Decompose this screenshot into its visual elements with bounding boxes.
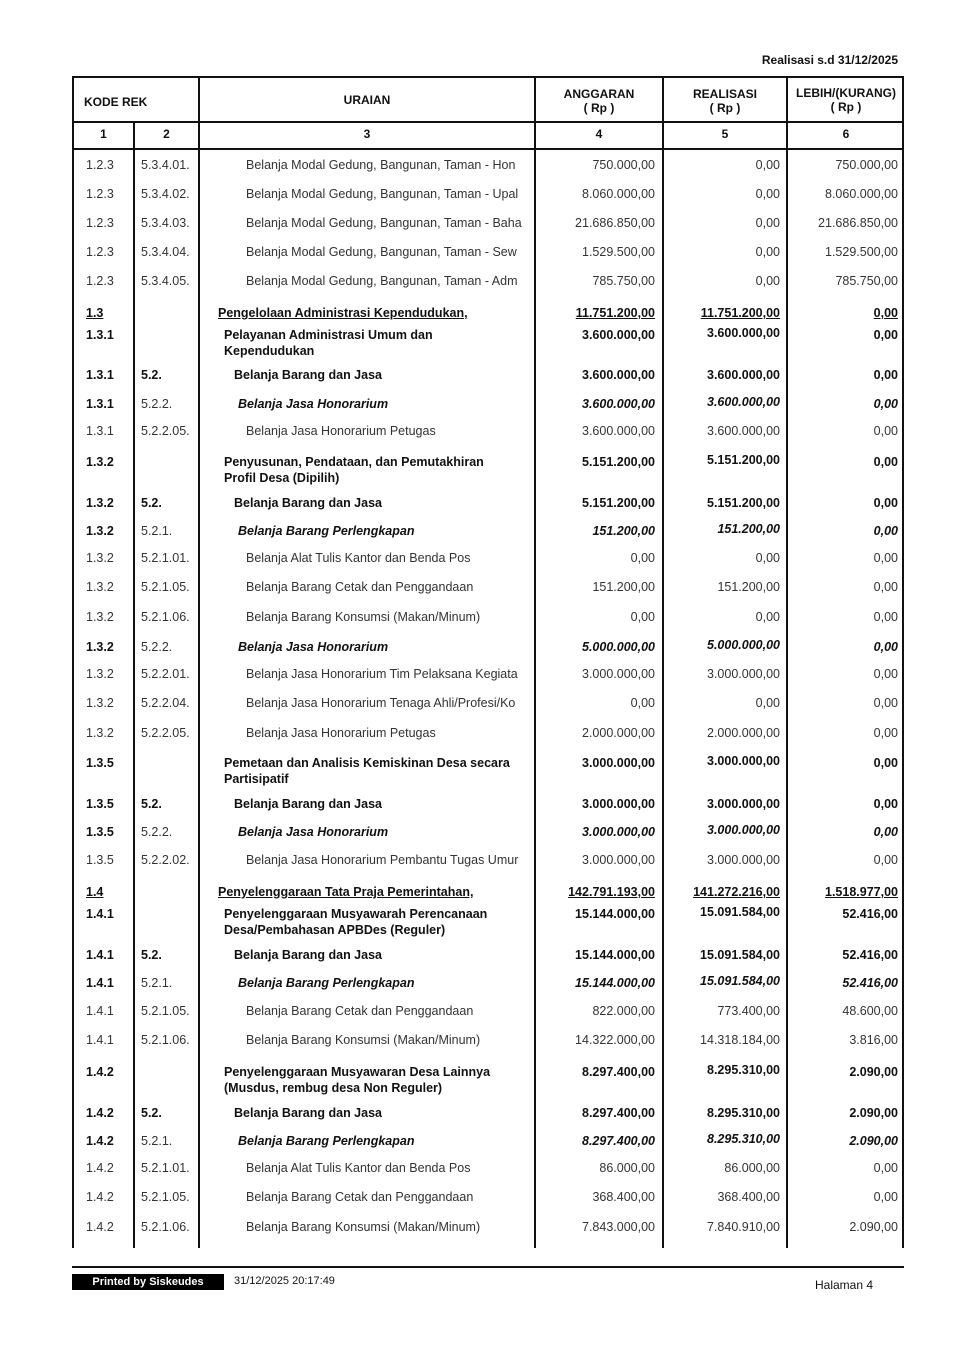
realisasi-cell: 0,00 <box>755 158 780 172</box>
header-lebih-kurang-label: LEBIH/(KURANG) <box>796 86 896 100</box>
kode-rekening-cell: 5.2.1.05. <box>141 580 190 594</box>
lebih-kurang-cell: 0,00 <box>873 580 898 594</box>
lebih-kurang-cell: 0,00 <box>873 756 898 770</box>
lebih-kurang-cell: 2.090,00 <box>849 1106 898 1120</box>
lebih-kurang-cell: 2.090,00 <box>849 1065 898 1079</box>
lebih-kurang-cell: 0,00 <box>873 1161 898 1175</box>
kode-bidang-cell: 1.4.2 <box>86 1190 114 1204</box>
page-number: Halaman 4 <box>815 1278 874 1292</box>
table-header <box>72 76 904 148</box>
realisasi-cell: 15.091.584,00 <box>700 905 780 919</box>
lebih-kurang-cell: 0,00 <box>873 726 898 740</box>
header-anggaran-label: ANGGARAN <box>563 87 635 101</box>
lebih-kurang-cell: 0,00 <box>873 696 898 710</box>
kode-bidang-cell: 1.4.2 <box>86 1161 114 1175</box>
anggaran-cell: 14.322.000,00 <box>575 1033 655 1047</box>
lebih-kurang-cell: 0,00 <box>873 640 898 654</box>
realisasi-cell: 11.751.200,00 <box>700 306 780 320</box>
kode-bidang-cell: 1.3.5 <box>86 825 114 839</box>
anggaran-cell: 3.600.000,00 <box>582 328 655 342</box>
header-lebih-kurang-unit: ( Rp ) <box>830 100 862 114</box>
anggaran-cell: 11.751.200,00 <box>575 306 655 320</box>
uraian-cell: Belanja Barang Perlengkapan <box>238 1134 415 1148</box>
anggaran-cell: 3.600.000,00 <box>582 424 655 438</box>
uraian-cell: Penyusunan, Pendataan, dan Pemutakhiran <box>224 455 484 469</box>
realisasi-cell: 3.600.000,00 <box>707 424 780 438</box>
kode-rekening-cell: 5.2.1. <box>141 524 173 538</box>
uraian-cell: Belanja Modal Gedung, Bangunan, Taman - Upal <box>246 187 519 201</box>
lebih-kurang-cell: 8.060.000,00 <box>825 187 898 201</box>
anggaran-cell: 2.000.000,00 <box>582 726 655 740</box>
kode-rekening-cell: 5.2.1.01. <box>141 1161 190 1175</box>
anggaran-cell: 3.000.000,00 <box>582 667 655 681</box>
realisasi-cell: 3.000.000,00 <box>707 754 780 768</box>
anggaran-cell: 0,00 <box>630 696 655 710</box>
uraian-cell: Belanja Barang Perlengkapan <box>238 976 415 990</box>
anggaran-cell: 8.297.400,00 <box>582 1134 655 1148</box>
uraian-cell: Belanja Modal Gedung, Bangunan, Taman - Adm <box>246 274 518 288</box>
kode-rekening-cell: 5.2.1.05. <box>141 1190 190 1204</box>
anggaran-cell: 15.144.000,00 <box>575 976 655 990</box>
col-number-6: 6 <box>842 127 850 141</box>
uraian-cell: Belanja Jasa Honorarium Tenaga Ahli/Profesi/Ko <box>246 696 516 710</box>
kode-bidang-cell: 1.3.2 <box>86 455 114 469</box>
kode-rekening-cell: 5.2.2.05. <box>141 424 190 438</box>
anggaran-cell: 5.151.200,00 <box>582 455 655 469</box>
uraian-cell: Belanja Barang dan Jasa <box>234 368 382 382</box>
col-divider <box>786 150 788 1248</box>
lebih-kurang-cell: 52.416,00 <box>842 907 898 921</box>
uraian-cell-line2: Desa/Pembahasan APBDes (Reguler) <box>224 923 446 937</box>
kode-bidang-cell: 1.3.5 <box>86 797 114 811</box>
uraian-cell: Belanja Jasa Honorarium <box>238 825 389 839</box>
col-divider <box>662 150 664 1248</box>
uraian-cell: Belanja Modal Gedung, Bangunan, Taman - Baha <box>246 216 522 230</box>
realisasi-cell: 773.400,00 <box>717 1004 780 1018</box>
kode-bidang-cell: 1.4.1 <box>86 948 114 962</box>
kode-rekening-cell: 5.3.4.02. <box>141 187 190 201</box>
kode-bidang-cell: 1.4.1 <box>86 1033 114 1047</box>
realisasi-cell: 8.295.310,00 <box>707 1132 780 1146</box>
header-realisasi-label: REALISASI <box>692 87 757 101</box>
header-realisasi-unit: ( Rp ) <box>709 101 741 115</box>
realisasi-cell: 3.600.000,00 <box>707 326 780 340</box>
realisasi-cell: 15.091.584,00 <box>700 974 780 988</box>
kode-bidang-cell: 1.4.2 <box>86 1065 114 1079</box>
realisasi-cell: 0,00 <box>755 696 780 710</box>
kode-bidang-cell: 1.3.2 <box>86 524 114 538</box>
anggaran-cell: 0,00 <box>630 610 655 624</box>
anggaran-cell: 142.791.193,00 <box>568 885 655 899</box>
anggaran-cell: 3.600.000,00 <box>582 397 655 411</box>
uraian-cell: Belanja Barang dan Jasa <box>234 948 382 962</box>
lebih-kurang-cell: 0,00 <box>873 306 898 320</box>
kode-rekening-cell: 5.2.1. <box>141 1134 173 1148</box>
realisasi-cell: 3.000.000,00 <box>707 853 780 867</box>
anggaran-cell: 151.200,00 <box>592 580 655 594</box>
uraian-cell: Belanja Alat Tulis Kantor dan Benda Pos <box>246 1161 471 1175</box>
lebih-kurang-cell: 21.686.850,00 <box>818 216 898 230</box>
lebih-kurang-cell: 0,00 <box>873 853 898 867</box>
kode-bidang-cell: 1.4 <box>86 885 104 899</box>
col-number-4: 4 <box>595 127 603 141</box>
uraian-cell-line2: Profil Desa (Dipilih) <box>224 471 340 485</box>
uraian-cell: Belanja Barang Perlengkapan <box>238 524 415 538</box>
realisasi-cell: 3.600.000,00 <box>707 395 780 409</box>
kode-bidang-cell: 1.3.2 <box>86 667 114 681</box>
uraian-cell: Belanja Barang Konsumsi (Makan/Minum) <box>246 1220 481 1234</box>
kode-bidang-cell: 1.4.2 <box>86 1220 114 1234</box>
realisasi-cell: 0,00 <box>755 245 780 259</box>
kode-rekening-cell: 5.2. <box>141 797 162 811</box>
uraian-cell: Belanja Jasa Honorarium <box>238 640 389 654</box>
uraian-cell: Belanja Barang dan Jasa <box>234 797 382 811</box>
uraian-cell: Belanja Barang Cetak dan Penggandaan <box>246 580 474 594</box>
kode-rekening-cell: 5.3.4.05. <box>141 274 190 288</box>
anggaran-cell: 3.600.000,00 <box>582 368 655 382</box>
realisasi-cell: 0,00 <box>755 551 780 565</box>
kode-bidang-cell: 1.3.2 <box>86 726 114 740</box>
kode-rekening-cell: 5.2.2.02. <box>141 853 190 867</box>
realisasi-cell: 3.000.000,00 <box>707 797 780 811</box>
lebih-kurang-cell: 0,00 <box>873 424 898 438</box>
lebih-kurang-cell: 0,00 <box>873 328 898 342</box>
realisasi-cell: 14.318.184,00 <box>700 1033 780 1047</box>
anggaran-cell: 15.144.000,00 <box>575 948 655 962</box>
uraian-cell: Pelayanan Administrasi Umum dan <box>224 328 433 342</box>
anggaran-cell: 86.000,00 <box>599 1161 655 1175</box>
uraian-cell: Penyelenggaraan Tata Praja Pemerintahan, <box>218 885 474 899</box>
anggaran-cell: 0,00 <box>630 551 655 565</box>
kode-bidang-cell: 1.2.3 <box>86 187 114 201</box>
kode-bidang-cell: 1.4.1 <box>86 1004 114 1018</box>
kode-rekening-cell: 5.2.1.06. <box>141 1033 190 1047</box>
anggaran-cell: 3.000.000,00 <box>582 853 655 867</box>
kode-rekening-cell: 5.2.1.06. <box>141 610 190 624</box>
lebih-kurang-cell: 48.600,00 <box>842 1004 898 1018</box>
kode-bidang-cell: 1.3.1 <box>86 424 114 438</box>
kode-bidang-cell: 1.3.1 <box>86 328 114 342</box>
realisasi-cell: 7.840.910,00 <box>707 1220 780 1234</box>
uraian-cell-line2: (Musdus, rembug desa Non Reguler) <box>224 1081 443 1095</box>
anggaran-cell: 1.529.500,00 <box>582 245 655 259</box>
kode-bidang-cell: 1.4.1 <box>86 976 114 990</box>
kode-bidang-cell: 1.4.1 <box>86 907 114 921</box>
anggaran-cell: 151.200,00 <box>592 524 655 538</box>
header-anggaran <box>536 87 662 115</box>
header-anggaran-unit: ( Rp ) <box>583 101 615 115</box>
kode-rekening-cell: 5.2.2.04. <box>141 696 190 710</box>
lebih-kurang-cell: 2.090,00 <box>849 1220 898 1234</box>
col-number-3: 3 <box>363 127 371 141</box>
kode-bidang-cell: 1.3.2 <box>86 696 114 710</box>
anggaran-cell: 750.000,00 <box>592 158 655 172</box>
kode-bidang-cell: 1.3.2 <box>86 640 114 654</box>
uraian-cell: Belanja Barang dan Jasa <box>234 1106 382 1120</box>
header-uraian: URAIAN <box>343 93 391 107</box>
kode-rekening-cell: 5.2. <box>141 948 162 962</box>
anggaran-cell: 7.843.000,00 <box>582 1220 655 1234</box>
uraian-cell-line2: Partisipatif <box>224 772 289 786</box>
lebih-kurang-cell: 0,00 <box>873 667 898 681</box>
realisasi-cell: 0,00 <box>755 216 780 230</box>
col-divider <box>534 150 536 1248</box>
kode-rekening-cell: 5.2.1. <box>141 976 173 990</box>
uraian-cell: Belanja Jasa Honorarium Petugas <box>246 726 436 740</box>
uraian-cell: Belanja Barang Konsumsi (Makan/Minum) <box>246 610 481 624</box>
lebih-kurang-cell: 0,00 <box>873 524 898 538</box>
realisasi-cell: 141.272.216,00 <box>693 885 780 899</box>
kode-bidang-cell: 1.2.3 <box>86 158 114 172</box>
kode-bidang-cell: 1.2.3 <box>86 245 114 259</box>
kode-bidang-cell: 1.3.1 <box>86 397 114 411</box>
uraian-cell: Belanja Modal Gedung, Bangunan, Taman - Sew <box>246 245 517 259</box>
lebih-kurang-cell: 0,00 <box>873 496 898 510</box>
uraian-cell: Belanja Modal Gedung, Bangunan, Taman - Hon <box>246 158 516 172</box>
kode-rekening-cell: 5.2. <box>141 496 162 510</box>
kode-rekening-cell: 5.2.2.05. <box>141 726 190 740</box>
anggaran-cell: 8.297.400,00 <box>582 1065 655 1079</box>
kode-bidang-cell: 1.3 <box>86 306 104 320</box>
uraian-cell-line2: Kependudukan <box>224 344 315 358</box>
kode-rekening-cell: 5.2.1.06. <box>141 1220 190 1234</box>
report-period-label: Realisasi s.d 31/12/2025 <box>761 53 898 67</box>
anggaran-cell: 3.000.000,00 <box>582 797 655 811</box>
col-number-5: 5 <box>721 127 729 141</box>
lebih-kurang-cell: 0,00 <box>873 551 898 565</box>
anggaran-cell: 21.686.850,00 <box>575 216 655 230</box>
kode-bidang-cell: 1.4.2 <box>86 1106 114 1120</box>
realisasi-cell: 5.000.000,00 <box>707 638 780 652</box>
kode-rekening-cell: 5.3.4.04. <box>141 245 190 259</box>
realisasi-cell: 8.295.310,00 <box>707 1106 780 1120</box>
uraian-cell: Belanja Barang Cetak dan Penggandaan <box>246 1004 474 1018</box>
lebih-kurang-cell: 1.529.500,00 <box>825 245 898 259</box>
lebih-kurang-cell: 3.816,00 <box>849 1033 898 1047</box>
anggaran-cell: 3.000.000,00 <box>582 756 655 770</box>
lebih-kurang-cell: 1.518.977,00 <box>825 885 898 899</box>
lebih-kurang-cell: 0,00 <box>873 797 898 811</box>
realisasi-cell: 8.295.310,00 <box>707 1063 780 1077</box>
uraian-cell: Belanja Jasa Honorarium Pembantu Tugas Umur <box>246 853 519 867</box>
kode-bidang-cell: 1.3.5 <box>86 853 114 867</box>
header-divider <box>74 121 902 123</box>
uraian-cell: Belanja Jasa Honorarium Petugas <box>246 424 436 438</box>
uraian-cell: Belanja Jasa Honorarium Tim Pelaksana Kegiata <box>246 667 518 681</box>
realisasi-cell: 368.400,00 <box>717 1190 780 1204</box>
realisasi-cell: 15.091.584,00 <box>700 948 780 962</box>
realisasi-cell: 151.200,00 <box>717 522 780 536</box>
lebih-kurang-cell: 52.416,00 <box>842 948 898 962</box>
col-divider <box>198 150 200 1248</box>
kode-bidang-cell: 1.3.1 <box>86 368 114 382</box>
anggaran-cell: 785.750,00 <box>592 274 655 288</box>
kode-bidang-cell: 1.3.5 <box>86 756 114 770</box>
realisasi-cell: 3.000.000,00 <box>707 823 780 837</box>
uraian-cell: Belanja Barang Konsumsi (Makan/Minum) <box>246 1033 481 1047</box>
realisasi-cell: 5.151.200,00 <box>707 453 780 467</box>
uraian-cell: Belanja Jasa Honorarium <box>238 397 389 411</box>
realisasi-cell: 3.600.000,00 <box>707 368 780 382</box>
lebih-kurang-cell: 0,00 <box>873 455 898 469</box>
col-number-2: 2 <box>163 127 170 141</box>
kode-rekening-cell: 5.3.4.01. <box>141 158 190 172</box>
anggaran-cell: 8.297.400,00 <box>582 1106 655 1120</box>
kode-rekening-cell: 5.3.4.03. <box>141 216 190 230</box>
kode-bidang-cell: 1.3.2 <box>86 551 114 565</box>
anggaran-cell: 5.151.200,00 <box>582 496 655 510</box>
kode-rekening-cell: 5.2.1.01. <box>141 551 190 565</box>
anggaran-cell: 8.060.000,00 <box>582 187 655 201</box>
kode-bidang-cell: 1.4.2 <box>86 1134 114 1148</box>
header-lebih-kurang <box>788 86 904 114</box>
anggaran-cell: 5.000.000,00 <box>582 640 655 654</box>
footer-divider <box>72 1266 904 1268</box>
anggaran-cell: 3.000.000,00 <box>582 825 655 839</box>
realisasi-cell: 86.000,00 <box>724 1161 780 1175</box>
lebih-kurang-cell: 52.416,00 <box>842 976 898 990</box>
kode-rekening-cell: 5.2.2. <box>141 825 173 839</box>
realisasi-cell: 0,00 <box>755 274 780 288</box>
uraian-cell: Pengelolaan Administrasi Kependudukan, <box>218 306 468 320</box>
realisasi-cell: 5.151.200,00 <box>707 496 780 510</box>
uraian-cell: Belanja Alat Tulis Kantor dan Benda Pos <box>246 551 471 565</box>
realisasi-cell: 151.200,00 <box>717 580 780 594</box>
uraian-cell: Pemetaan dan Analisis Kemiskinan Desa secara <box>224 756 510 770</box>
kode-rekening-cell: 5.2.2.01. <box>141 667 190 681</box>
lebih-kurang-cell: 0,00 <box>873 368 898 382</box>
anggaran-cell: 368.400,00 <box>592 1190 655 1204</box>
uraian-cell: Belanja Barang Cetak dan Penggandaan <box>246 1190 474 1204</box>
kode-bidang-cell: 1.2.3 <box>86 274 114 288</box>
realisasi-cell: 2.000.000,00 <box>707 726 780 740</box>
header-realisasi <box>664 87 786 115</box>
kode-bidang-cell: 1.3.2 <box>86 580 114 594</box>
uraian-cell: Penyelenggaraan Musyawaran Desa Lainnya <box>224 1065 491 1079</box>
anggaran-cell: 15.144.000,00 <box>575 907 655 921</box>
uraian-cell: Belanja Barang dan Jasa <box>234 496 382 510</box>
lebih-kurang-cell: 0,00 <box>873 610 898 624</box>
lebih-kurang-cell: 0,00 <box>873 1190 898 1204</box>
kode-rekening-cell: 5.2. <box>141 1106 162 1120</box>
kode-rekening-cell: 5.2.2. <box>141 397 173 411</box>
realisasi-table <box>72 76 904 1248</box>
kode-rekening-cell: 5.2.2. <box>141 640 173 654</box>
table-body <box>72 150 904 1248</box>
lebih-kurang-cell: 2.090,00 <box>849 1134 898 1148</box>
print-timestamp: 31/12/2025 20:17:49 <box>234 1275 335 1287</box>
kode-rekening-cell: 5.2. <box>141 368 162 382</box>
col-number-1: 1 <box>100 127 107 141</box>
header-kode-rek: KODE REK <box>84 95 148 109</box>
kode-bidang-cell: 1.2.3 <box>86 216 114 230</box>
realisasi-cell: 3.000.000,00 <box>707 667 780 681</box>
realisasi-cell: 0,00 <box>755 187 780 201</box>
kode-bidang-cell: 1.3.2 <box>86 496 114 510</box>
kode-rekening-cell: 5.2.1.05. <box>141 1004 190 1018</box>
uraian-cell: Penyelenggaraan Musyawarah Perencanaan <box>224 907 488 921</box>
kode-bidang-cell: 1.3.2 <box>86 610 114 624</box>
col-divider <box>133 150 135 1248</box>
lebih-kurang-cell: 0,00 <box>873 825 898 839</box>
anggaran-cell: 822.000,00 <box>592 1004 655 1018</box>
lebih-kurang-cell: 785.750,00 <box>835 274 898 288</box>
lebih-kurang-cell: 750.000,00 <box>835 158 898 172</box>
realisasi-cell: 0,00 <box>755 610 780 624</box>
printed-by-badge: Printed by Siskeudes <box>72 1274 224 1290</box>
lebih-kurang-cell: 0,00 <box>873 397 898 411</box>
